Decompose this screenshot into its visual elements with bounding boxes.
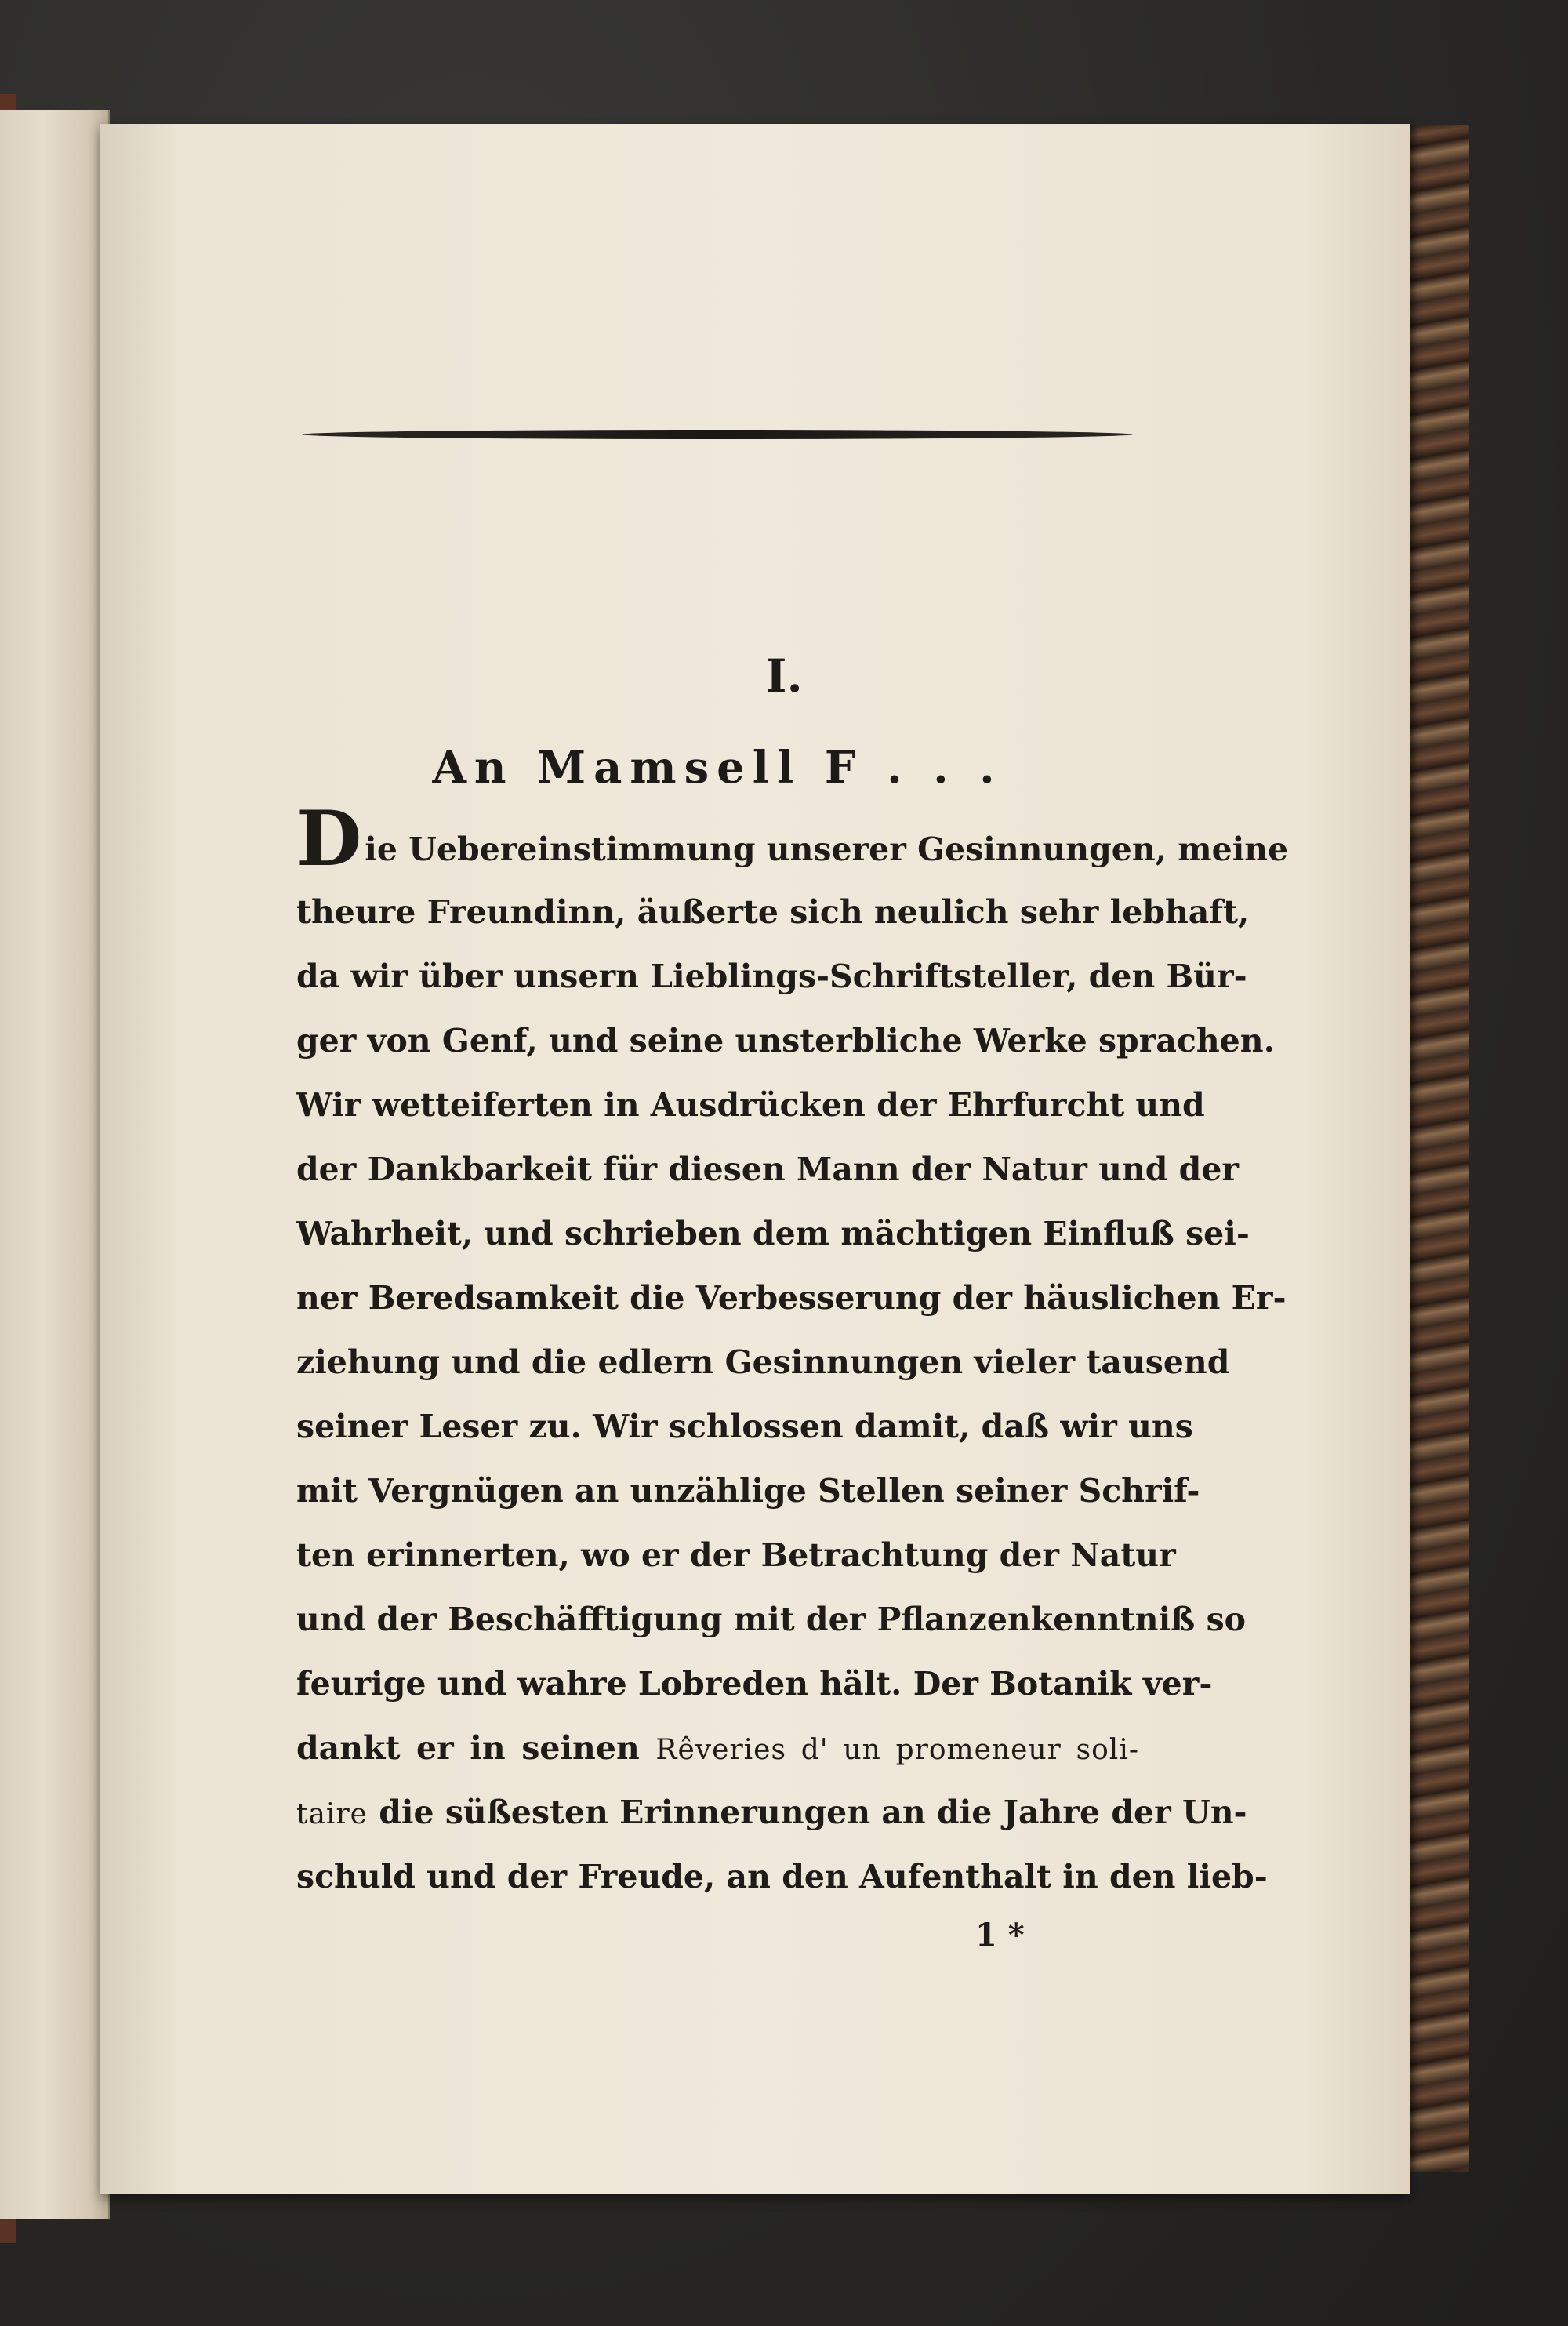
signature-mark: 1 * bbox=[975, 1917, 1025, 1953]
line-text: Wir wetteiferten in Ausdrücken der Ehrfurcht und bbox=[296, 1086, 1205, 1124]
line-text: feurige und wahre Lobreden hält. Der Botanik ver- bbox=[296, 1665, 1213, 1703]
line-text: ner Beredsamkeit die Verbesserung der häuslichen Er- bbox=[296, 1279, 1287, 1317]
text-line bbox=[296, 1330, 1230, 1394]
line-text: seiner Leser zu. Wir schlossen damit, daß wir uns bbox=[296, 1408, 1193, 1445]
line-text: ziehung und die edlern Gesinnungen vieler tausend bbox=[296, 1343, 1230, 1381]
latin-text: Rêveries d' un promeneur soli- bbox=[655, 1734, 1139, 1766]
text-line bbox=[296, 1073, 1205, 1137]
text-line bbox=[296, 1459, 1200, 1523]
text-line bbox=[296, 794, 1289, 883]
text-line bbox=[296, 880, 1250, 944]
text-line bbox=[296, 1780, 1247, 1844]
text-line bbox=[296, 1523, 1176, 1587]
header-rule bbox=[302, 430, 1133, 439]
text-line bbox=[296, 1716, 1139, 1780]
line-text: mit Vergnügen an unzählige Stellen seiner Schrif- bbox=[296, 1472, 1200, 1510]
text-line bbox=[296, 1201, 1250, 1266]
line-text: da wir über unsern Lieblings-Schriftsteller, den Bür- bbox=[296, 958, 1247, 995]
body-text bbox=[296, 794, 1289, 1909]
line-text: ten erinnerten, wo er der Betrachtung der Natur bbox=[296, 1536, 1176, 1574]
text-line bbox=[296, 1137, 1240, 1201]
line-text: ger von Genf, und seine unsterbliche Werke sprachen. bbox=[296, 1022, 1275, 1059]
line-text: die süßesten Erinnerungen an die Jahre der Un- bbox=[379, 1794, 1247, 1831]
left-page-edge bbox=[0, 110, 110, 2219]
line-text: der Dankbarkeit für diesen Mann der Natur und der bbox=[296, 1150, 1240, 1188]
text-line bbox=[296, 1266, 1287, 1330]
line-text: theure Freundinn, äußerte sich neulich sehr lebhaft, bbox=[296, 893, 1250, 931]
book-fore-edge bbox=[1403, 125, 1469, 2172]
text-line bbox=[296, 1394, 1193, 1459]
chapter-number: I. bbox=[765, 649, 803, 703]
text-line bbox=[296, 1587, 1247, 1652]
latin-text: taire bbox=[296, 1798, 368, 1830]
text-line bbox=[296, 1844, 1268, 1909]
initial-letter: D bbox=[296, 794, 362, 883]
chapter-title: An Mamsell F . . . bbox=[432, 742, 1003, 794]
line-text: dankt er in seinen bbox=[296, 1729, 640, 1767]
line-text: schuld und der Freude, an den Aufenthalt in den lieb- bbox=[296, 1858, 1268, 1895]
line-text: ie Uebereinstimmung unserer Gesinnungen, meine bbox=[365, 830, 1289, 868]
line-text: Wahrheit, und schrieben dem mächtigen Einfluß sei- bbox=[296, 1215, 1250, 1252]
line-text: und der Beschäfftigung mit der Pflanzenkenntniß so bbox=[296, 1601, 1247, 1638]
text-line bbox=[296, 1009, 1275, 1073]
text-line bbox=[296, 1652, 1213, 1716]
text-line bbox=[296, 944, 1247, 1009]
